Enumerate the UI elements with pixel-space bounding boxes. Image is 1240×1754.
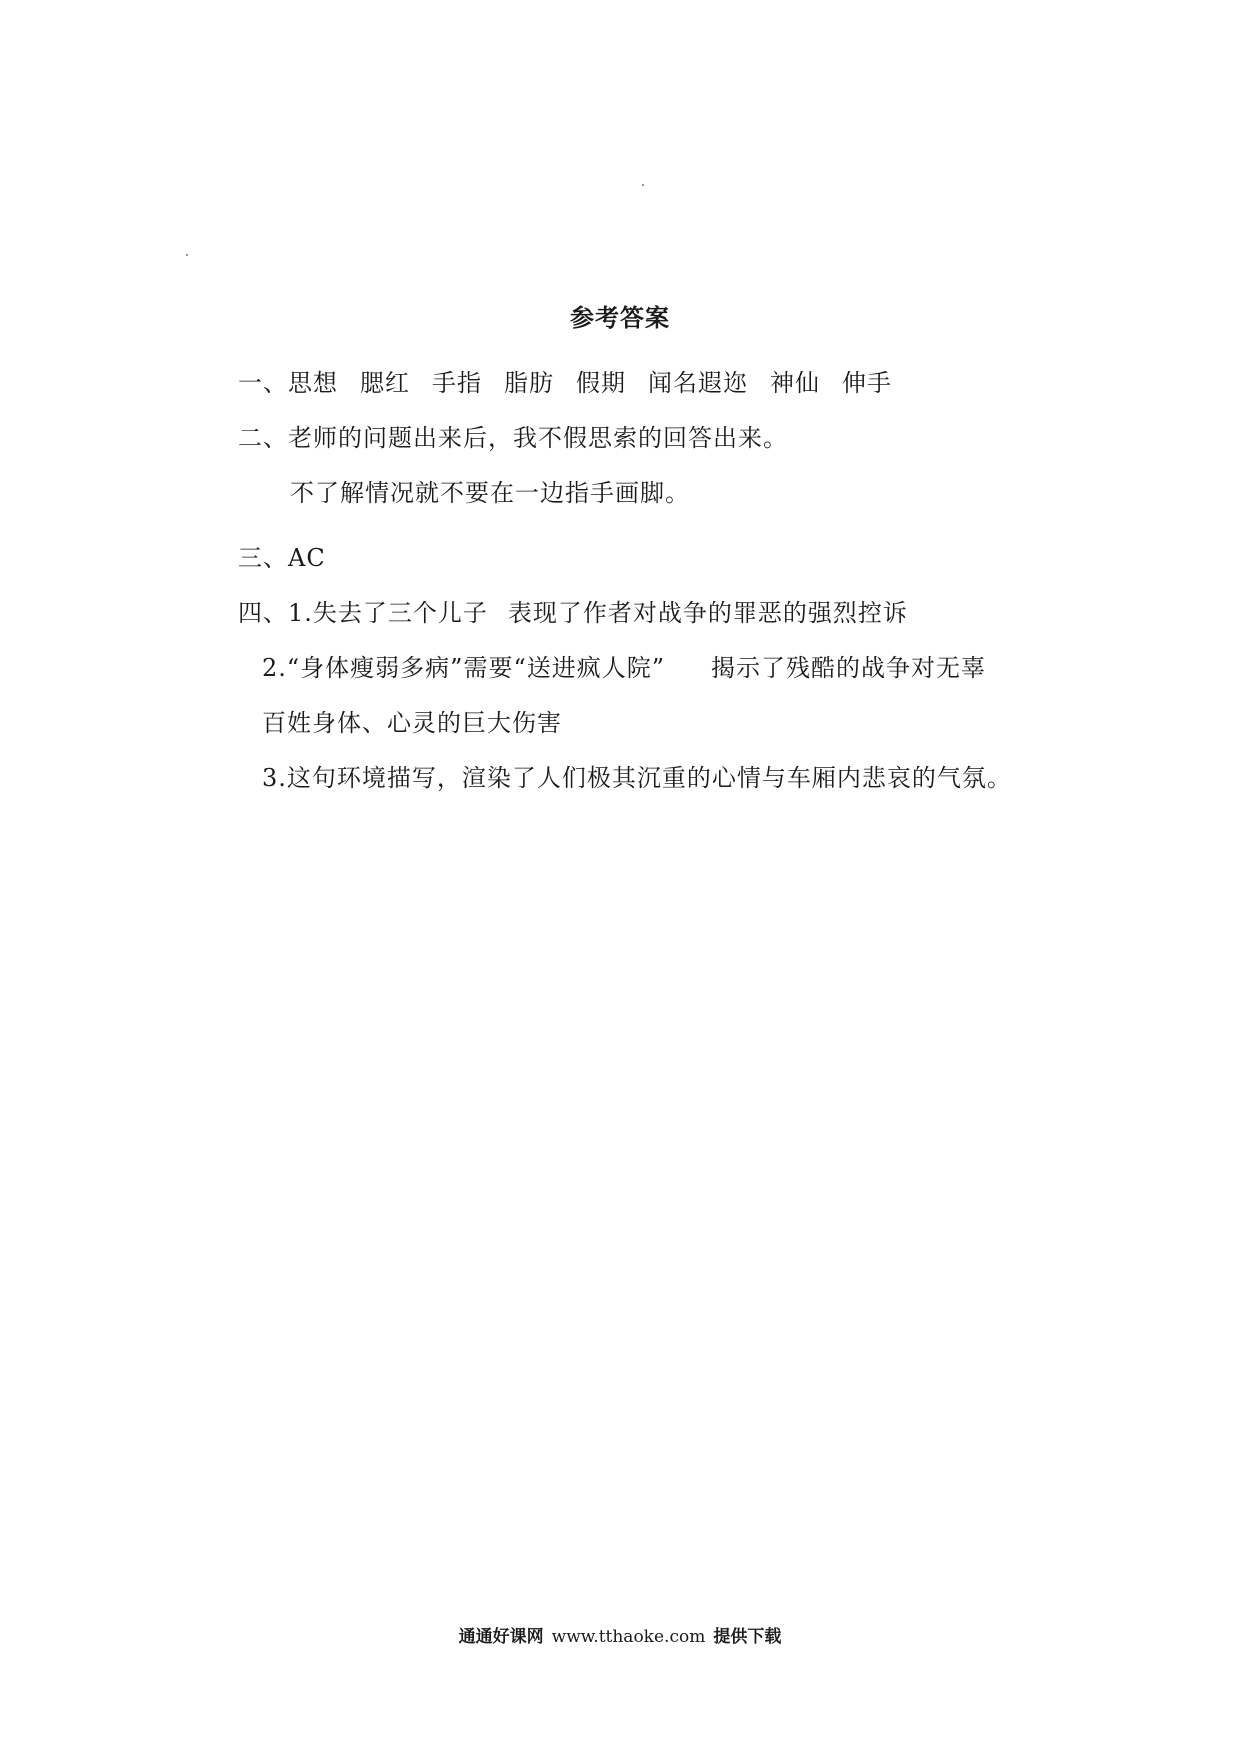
answer-text: 失去了三个儿子 — [312, 599, 488, 627]
answer-term: 伸手 — [842, 369, 892, 397]
footer-site-name: 通通好课网 — [458, 1627, 544, 1647]
answer-text: 百姓身体、心灵的巨大伤害 — [262, 709, 562, 737]
footer-url: www.tthaoke.com — [551, 1627, 706, 1647]
question-2-answer-1 — [238, 418, 788, 453]
answer-sentence: 不了解情况就不要在一边指手画脚。 — [290, 479, 690, 507]
item-number: 1. — [288, 599, 313, 627]
answer-term: 腮红 — [360, 369, 410, 397]
answer-term: 脂肪 — [504, 369, 554, 397]
question-4-item-3 — [262, 758, 1012, 793]
question-2-number: 二、 — [238, 424, 288, 452]
answer-term: 手指 — [432, 369, 482, 397]
question-4-item-1 — [238, 593, 908, 628]
question-4-item-2-continued — [262, 703, 562, 738]
scan-speck — [186, 254, 188, 256]
footer-suffix: 提供下载 — [713, 1627, 782, 1647]
question-3-answer — [238, 538, 326, 573]
question-1-answers — [238, 363, 892, 398]
page-title: 参考答案 — [570, 303, 670, 332]
scan-speck — [642, 184, 644, 186]
answer-text: 揭示了残酷的战争对无辜 — [710, 654, 986, 682]
answer-choice: AC — [288, 544, 326, 572]
answer-text: “身体瘦弱多病”需要“送进疯人院” — [286, 654, 665, 682]
item-number: 3. — [262, 764, 287, 792]
item-number: 2. — [262, 654, 287, 682]
question-1-number: 一、 — [238, 369, 288, 397]
question-4-item-2 — [262, 648, 986, 683]
answer-text: 表现了作者对战争的罪恶的强烈控诉 — [507, 599, 908, 627]
answer-term: 假期 — [576, 369, 626, 397]
answer-text: 这句环境描写，渲染了人们极其沉重的心情与车厢内悲哀的气氛。 — [286, 764, 1012, 792]
answer-term: 闻名遐迩 — [648, 369, 748, 397]
answer-term: 思想 — [288, 369, 338, 397]
footer — [0, 1622, 1240, 1647]
question-4-number: 四、 — [238, 599, 288, 627]
answer-sentence: 老师的问题出来后，我不假思索的回答出来。 — [288, 424, 788, 452]
question-3-number: 三、 — [238, 544, 288, 572]
question-2-answer-2 — [290, 473, 690, 508]
answer-term: 神仙 — [770, 369, 820, 397]
